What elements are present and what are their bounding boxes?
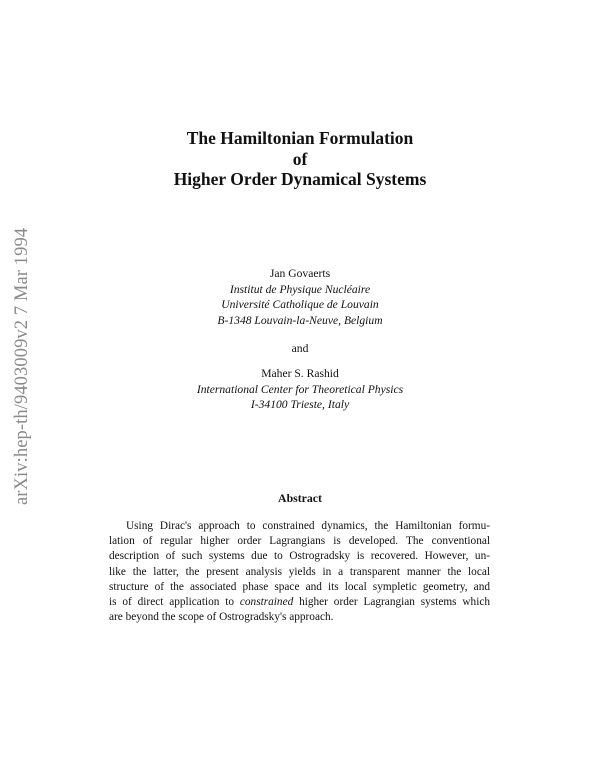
author-conjunction: and [291,342,309,355]
paper-title [0,128,600,190]
abstract-line: structure of the associated phase space and its local sympletic geometry, and [109,580,490,593]
abstract-body [109,519,490,625]
abstract-line-text: higher order Lagrangian systems which [293,596,490,609]
author-name: Maher S. Rashid [261,367,339,380]
author-affiliation: I-34100 Trieste, Italy [250,398,350,411]
author-affiliation: International Center for Theoretical Physics [196,382,404,396]
author-name: Jan Govaerts [269,267,331,280]
arxiv-identifier: arXiv:hep-th/9403009v2 7 Mar 1994 [12,227,32,505]
abstract-line: Using Dirac's approach to constrained dynamics, the Hamiltonian formu- [126,520,490,532]
author-affiliation: B-1348 Louvain-la-Neuve, Belgium [217,313,383,327]
author-affiliation: Université Catholique de Louvain [221,298,379,311]
author-block-1 [0,266,600,328]
abstract-line: description of such systems due to Ostrogradsky is recovered. However, un- [109,550,490,563]
abstract-line: like the latter, the present analysis yields in a transparent manner the local [109,565,490,578]
author-affiliation: Institut de Physique Nucléaire [229,282,371,296]
emphasized-word: constrained [239,596,294,609]
abstract-line: lation of regular higher order Lagrangians is developed. The conventional [109,535,490,548]
abstract-line-text: is of direct application to [109,596,240,609]
abstract-line: are beyond the scope of Ostrogradsky's approach. [109,611,334,624]
title-line-2: of [292,148,308,169]
abstract-heading: Abstract [278,491,322,505]
title-line-3: Higher Order Dynamical Systems [173,169,427,189]
author-block-2 [0,366,600,413]
abstract-line [109,595,490,610]
title-line-1: The Hamiltonian Formulation [186,128,414,148]
